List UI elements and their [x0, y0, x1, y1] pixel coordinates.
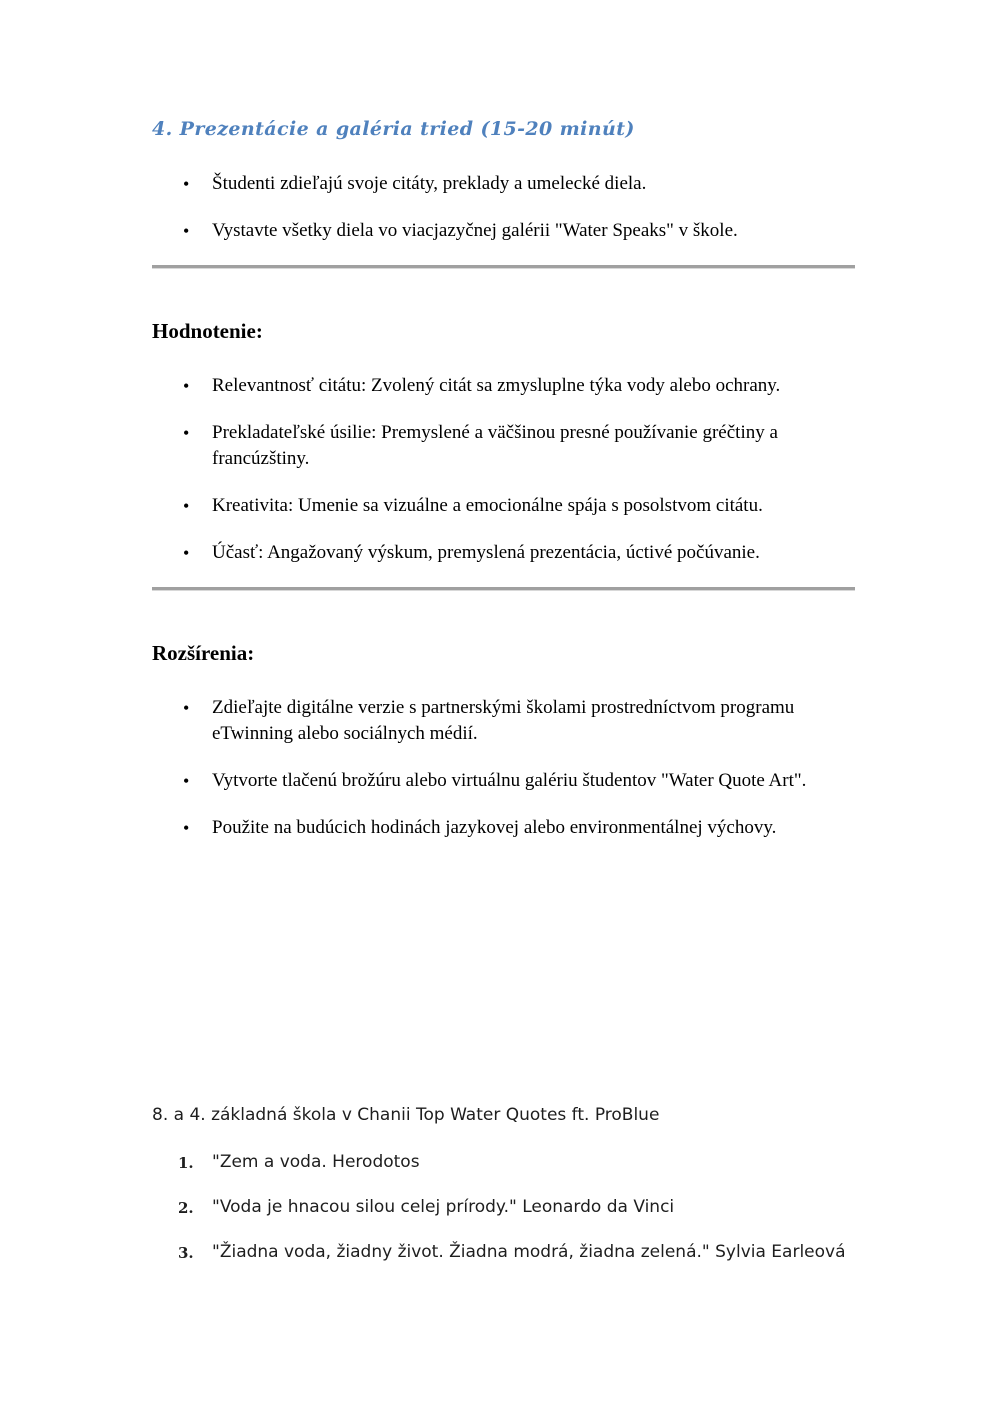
rozsirenia-heading: Rozšírenia: [152, 641, 255, 665]
list-number: 3. [178, 1244, 194, 1262]
bullet-item: • Zdieľajte digitálne verzie s partnerskými školami prostredníctvom programu eTwinning alebo sociálnych médií. [212, 695, 855, 747]
quote-item [178, 1148, 855, 1177]
bullet-item: • Prekladateľské úsilie: Premyslené a väčšinou presné používanie gréčtiny a francúzštiny. [212, 420, 855, 472]
bullet-item: • Použite na budúcich hodinách jazykovej alebo environmentálnej výchovy. [212, 815, 855, 841]
quote-item [178, 1238, 855, 1267]
quotes-list [152, 1148, 855, 1267]
quote-text: "Žiadna voda, žiadny život. Žiadna modrá, žiadna zelená." Sylvia Earleová [212, 1242, 846, 1262]
section-4-bullet-list [152, 171, 855, 244]
hodnotenie-heading: Hodnotenie: [152, 319, 263, 343]
quotes-section [152, 1103, 855, 1267]
bullet-item: • Kreativita: Umenie sa vizuálne a emocionálne spája s posolstvom citátu. [212, 493, 855, 519]
rozsirenia-bullet-list [152, 695, 855, 841]
horizontal-rule [152, 265, 855, 268]
list-number: 1. [178, 1154, 194, 1172]
bullet-item: • Účasť: Angažovaný výskum, premyslená prezentácia, úctivé počúvanie. [212, 540, 855, 566]
section-4-title: 4. Prezentácie a galéria tried (15-20 minút) [152, 118, 635, 140]
horizontal-rule [152, 587, 855, 590]
quote-text: "Zem a voda. Herodotos [212, 1152, 420, 1172]
list-number: 2. [178, 1199, 194, 1217]
bullet-item: • Vytvorte tlačenú brožúru alebo virtuálnu galériu študentov "Water Quote Art". [212, 768, 855, 794]
quotes-heading: 8. a 4. základná škola v Chanii Top Water Quotes ft. ProBlue [152, 1105, 660, 1125]
bullet-item: • Vystavte všetky diela vo viacjazyčnej galérii "Water Speaks" v škole. [212, 218, 855, 244]
bullet-item: • Študenti zdieľajú svoje citáty, preklady a umelecké diela. [212, 171, 855, 197]
quote-item [178, 1193, 855, 1222]
hodnotenie-bullet-list [152, 373, 855, 566]
bullet-item: • Relevantnosť citátu: Zvolený citát sa zmysluplne týka vody alebo ochrany. [212, 373, 855, 399]
quote-text: "Voda je hnacou silou celej prírody." Leonardo da Vinci [212, 1197, 675, 1217]
